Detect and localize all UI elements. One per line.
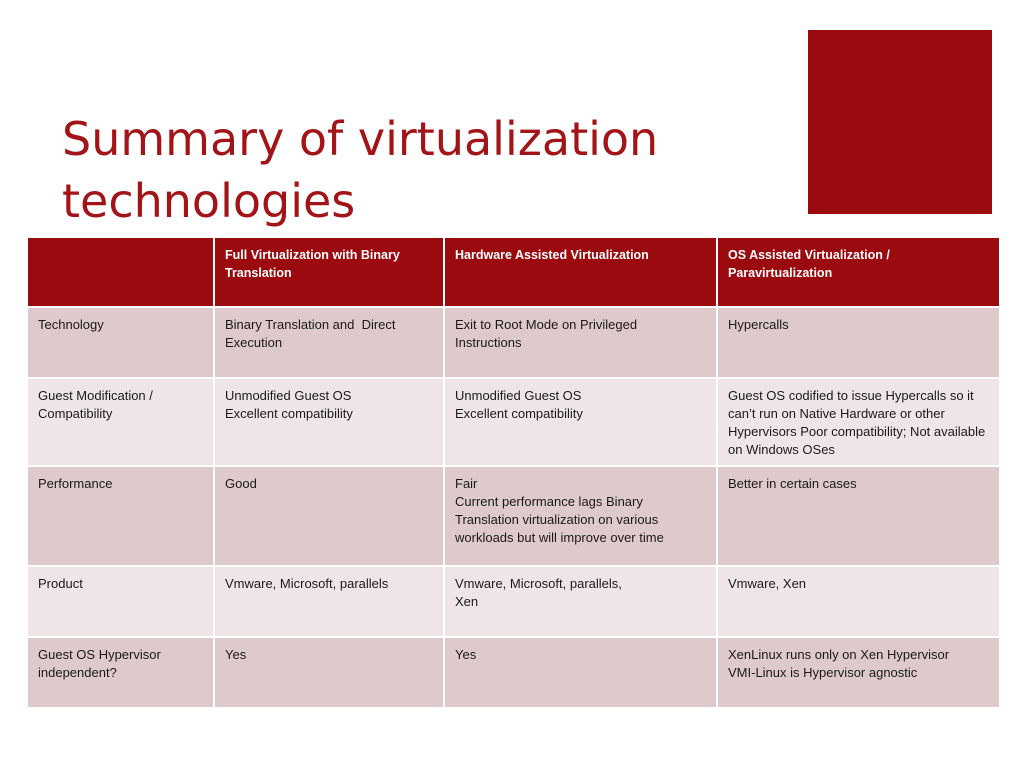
header-cell-empty (27, 237, 214, 307)
table-row (27, 378, 1000, 466)
cell-line: Vmware, Microsoft, parallels, (455, 576, 622, 591)
cell-line: Better in certain cases (728, 476, 857, 491)
slide-title-line: technologies (62, 174, 356, 228)
header-cell-paravirtualization: OS Assisted Virtualization / Paravirtualization (717, 237, 1000, 307)
cell-line: Excellent compatibility (225, 406, 353, 421)
cell-line: Current performance lags Binary Translation virtualization on various workloads but will improve over time (455, 494, 664, 545)
table-cell (717, 378, 1000, 466)
table-cell (444, 307, 717, 378)
header-cell-hardware-assisted: Hardware Assisted Virtualization (444, 237, 717, 307)
cell-line: Hypercalls (728, 317, 789, 332)
table-cell (444, 566, 717, 637)
cell-line: Yes (455, 647, 477, 662)
table-row (27, 637, 1000, 708)
header-row (27, 237, 1000, 307)
cell-line: Excellent compatibility (455, 406, 583, 421)
table-row (27, 566, 1000, 637)
table-cell (444, 466, 717, 566)
header-cell-full-virtualization: Full Virtualization with Binary Translation (214, 237, 444, 307)
row-label: Product (27, 566, 214, 637)
cell-line: Guest OS codified to issue Hypercalls so it can’t run on Native Hardware or other Hypervisors Poor compatibility; Not available on Windows OSes (728, 388, 989, 457)
cell-line: Fair (455, 476, 478, 491)
table-cell (214, 566, 444, 637)
row-label: Guest Modification / Compatibility (27, 378, 214, 466)
table-cell (717, 566, 1000, 637)
cell-line: Vmware, Microsoft, parallels (225, 576, 389, 591)
cell-line: Exit to Root Mode on Privileged Instructions (455, 317, 641, 350)
table-cell (717, 637, 1000, 708)
cell-line: Xen (455, 594, 479, 609)
slide-title-line: Summary of virtualization (62, 112, 659, 166)
cell-line: VMI-Linux is Hypervisor agnostic (728, 665, 918, 680)
row-label: Performance (27, 466, 214, 566)
cell-line: Unmodified Guest OS (455, 388, 582, 403)
table-cell (214, 466, 444, 566)
cell-line: Vmware, Xen (728, 576, 807, 591)
table-cell (214, 307, 444, 378)
table-row (27, 307, 1000, 378)
row-label: Guest OS Hypervisor independent? (27, 637, 214, 708)
table-cell (717, 466, 1000, 566)
table-cell (214, 637, 444, 708)
table-cell (444, 637, 717, 708)
slide-title (62, 108, 782, 232)
table-row (27, 466, 1000, 566)
row-label: Technology (27, 307, 214, 378)
table-cell (444, 378, 717, 466)
table-cell (717, 307, 1000, 378)
accent-block (808, 30, 992, 214)
cell-line: Yes (225, 647, 247, 662)
cell-line: XenLinux runs only on Xen Hypervisor (728, 647, 950, 662)
cell-line: Unmodified Guest OS (225, 388, 352, 403)
table-cell (214, 378, 444, 466)
cell-line: Good (225, 476, 257, 491)
cell-line: Binary Translation and Direct Execution (225, 317, 400, 350)
summary-table (26, 236, 1001, 709)
